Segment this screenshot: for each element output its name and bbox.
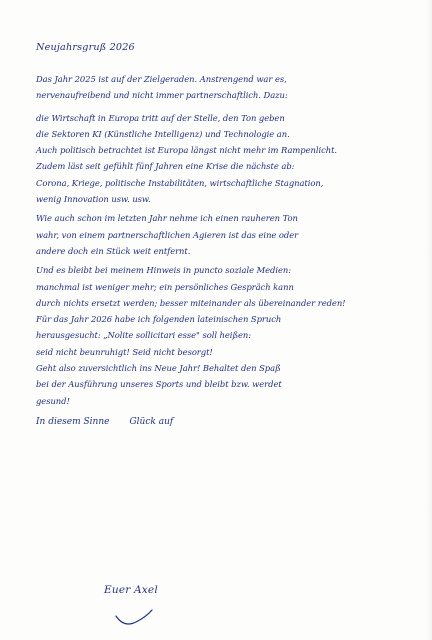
letter-line: andere doch ein Stück weit entfernt. (36, 245, 191, 256)
closing-phrase: In diesem Sinne (36, 416, 110, 427)
paragraph-3 (36, 210, 422, 259)
signature: Euer Axel (104, 584, 158, 596)
letter-line: Corona, Kriege, politische Instabilitäten, wirtschaftliche Stagnation, (36, 177, 324, 188)
letter-line: durch nichts ersetzt werden; besser miteinander als übereinander reden! (36, 297, 346, 308)
letter-line: wenig Innovation usw. usw. (36, 194, 151, 205)
letter-line: die Wirtschaft in Europa tritt auf der Stelle, den Ton geben (36, 112, 285, 123)
paragraph-1 (36, 71, 422, 104)
letter-line: Zudem läst seit gefühlt fünf Jahren eine Krise die nächste ab: (36, 161, 295, 172)
letter-line: Und es bleibt bei meinem Hinweis in puncto soziale Medien: (36, 265, 291, 276)
letter-line: gesund! (36, 395, 70, 406)
letter-title: Neujahrsgruß 2026 (36, 42, 135, 53)
paragraph-2 (36, 110, 422, 208)
paper-edge (426, 0, 432, 640)
letter-line: die Sektoren KI (Künstliche Intelligenz) und Technologie an. (36, 128, 290, 139)
letter-line: herausgesucht: „Nolite sollicitari esse" soll heißen: (36, 330, 252, 341)
letter-line: manchmal ist weniger mehr; ein persönliches Gespräch kann (36, 281, 294, 292)
letter-line: seid nicht beunruhigt! Seid nicht besorgt! (36, 346, 213, 357)
paragraph-5 (36, 311, 422, 360)
closing-greeting: Glück auf (129, 416, 174, 427)
signature-flourish-icon (114, 606, 154, 630)
letter-line: Geht also zuversichtlich ins Neue Jahr! Behaltet den Spaß (36, 363, 281, 374)
letter-line: Für das Jahr 2026 habe ich folgenden lateinischen Spruch (36, 314, 282, 325)
paragraph-4 (36, 262, 422, 311)
letter-line: wahr, von einem partnerschaftlichen Agieren ist das eine oder (36, 229, 299, 240)
letter-line: Wie auch schon im letzten Jahr nehme ich einen rauheren Ton (36, 213, 298, 224)
letter-line: bei der Ausführung unseres Sports und bleibt bzw. werdet (36, 379, 282, 390)
letter-line: Auch politisch betrachtet ist Europa längst nicht mehr im Rampenlicht. (36, 145, 338, 156)
letter-line: nervenaufreibend und nicht immer partnerschaftlich. Dazu: (36, 90, 288, 101)
letter-line: Das Jahr 2025 ist auf der Zielgeraden. Anstrengend war es, (36, 74, 287, 84)
closing (36, 417, 422, 437)
paragraph-6 (36, 360, 422, 409)
